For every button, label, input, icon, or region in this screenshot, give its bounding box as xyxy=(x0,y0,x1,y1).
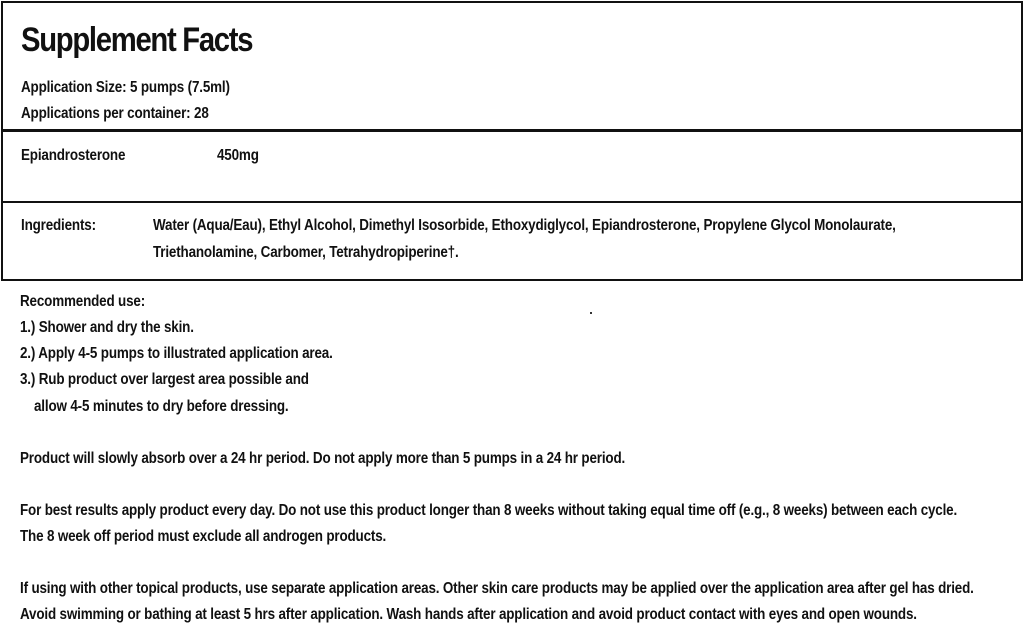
step-3-line-1: 3.) Rub product over largest area possible and xyxy=(20,371,309,388)
supplement-facts-panel xyxy=(1,1,1023,281)
stray-dot xyxy=(590,312,592,314)
ingredients-line-1: Water (Aqua/Eau), Ethyl Alcohol, Dimethyl Isosorbide, Ethoxydiglycol, Epiandrosterone, Propylene Glycol Monolaurate, xyxy=(153,217,896,234)
step-1: 1.) Shower and dry the skin. xyxy=(20,319,194,336)
ingredients-label: Ingredients: xyxy=(21,217,96,234)
thick-divider xyxy=(3,129,1021,132)
warning-line-2: Avoid swimming or bathing at least 5 hrs after application. Wash hands after application and avoid product contact with eyes and open wounds. xyxy=(20,606,917,623)
applications-per-container: Applications per container: 28 xyxy=(21,105,209,122)
cycle-note-line-2: The 8 week off period must exclude all androgen products. xyxy=(20,528,387,545)
absorption-note: Product will slowly absorb over a 24 hr period. Do not apply more than 5 pumps in a 24 hr period. xyxy=(20,450,626,467)
ingredients-divider xyxy=(3,201,1021,203)
application-size: Application Size: 5 pumps (7.5ml) xyxy=(21,79,230,96)
ingredients-line-2: Triethanolamine, Carbomer, Tetrahydropiperine†. xyxy=(153,244,459,261)
active-ingredient-amount: 450mg xyxy=(217,147,259,164)
recommended-use-heading: Recommended use: xyxy=(20,293,146,310)
active-ingredient-name: Epiandrosterone xyxy=(21,147,126,164)
step-3-line-2: allow 4-5 minutes to dry before dressing. xyxy=(34,398,289,415)
step-2: 2.) Apply 4-5 pumps to illustrated application area. xyxy=(20,345,333,362)
cycle-note-line-1: For best results apply product every day. Do not use this product longer than 8 weeks without taking equal time off (e.g., 8 weeks) between each cycle. xyxy=(20,502,958,519)
warning-line-1: If using with other topical products, use separate application areas. Other skin care products may be applied over the application area after gel has dried. xyxy=(20,580,974,597)
panel-title: Supplement Facts xyxy=(21,21,253,59)
